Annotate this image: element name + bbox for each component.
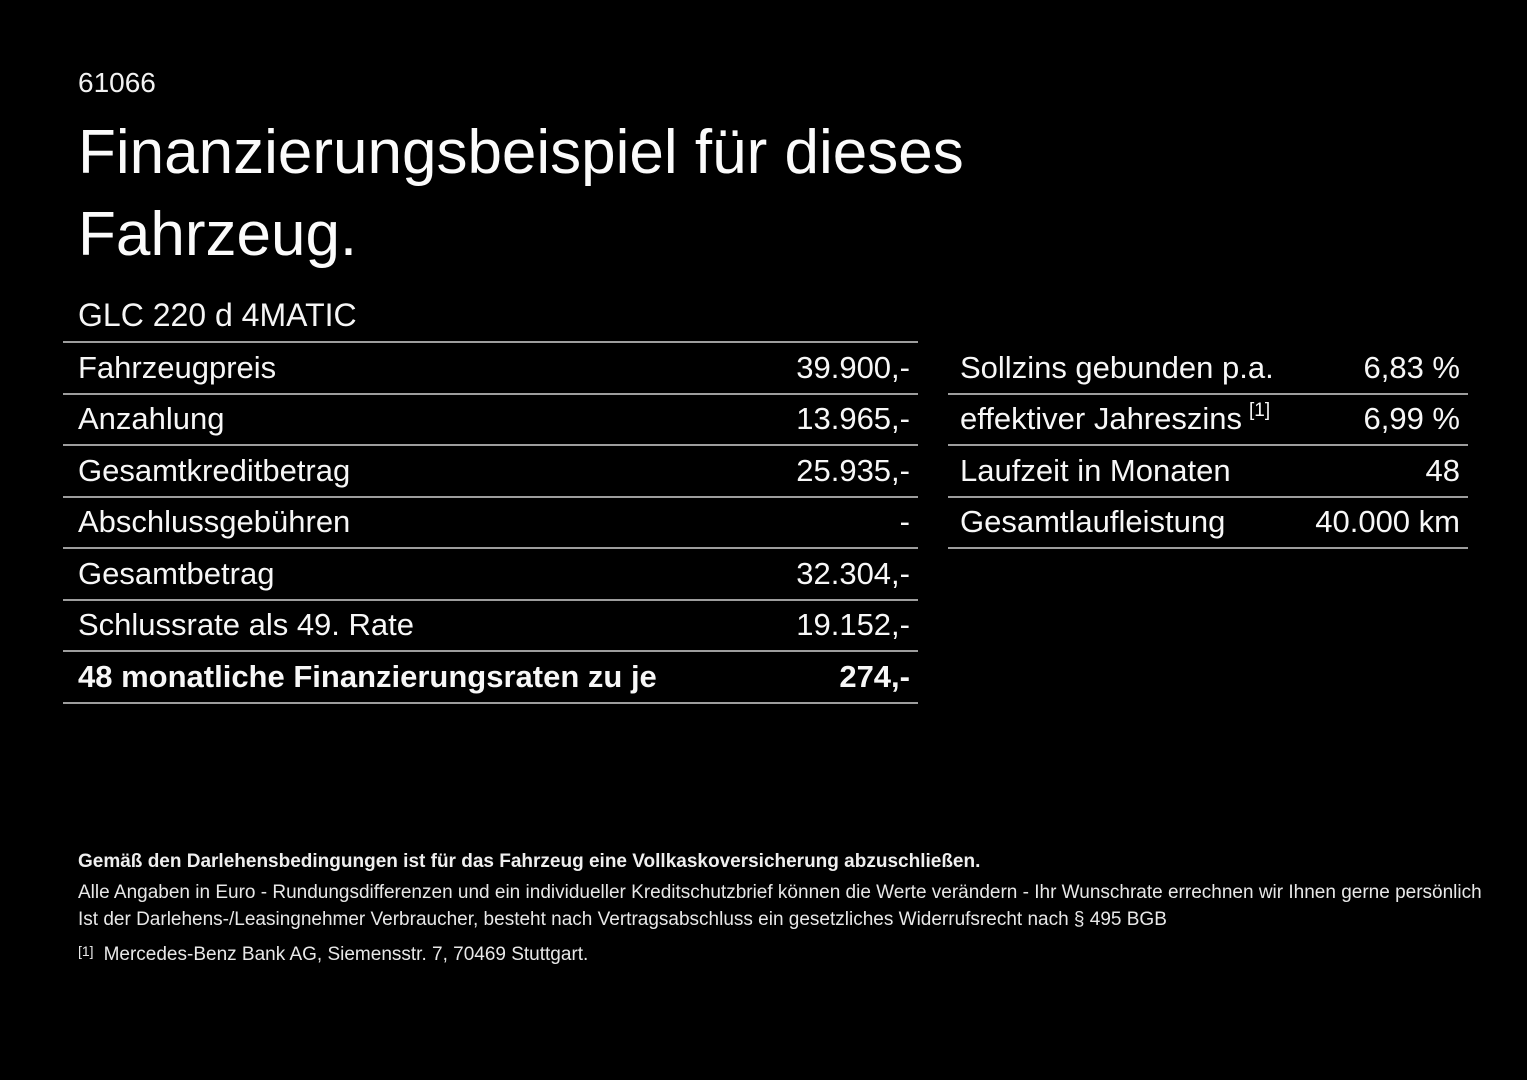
row-value: 25.935,- — [796, 452, 910, 488]
row-value: 6,99 % — [1363, 401, 1460, 437]
financing-row-gesamtkreditbetrag — [63, 446, 918, 498]
conditions-row-gesamtlaufleistung — [948, 498, 1468, 550]
row-label: Abschlussgebühren — [78, 504, 351, 540]
footnote — [78, 942, 588, 968]
row-value: 19.152,- — [796, 607, 910, 643]
row-value: 6,83 % — [1363, 349, 1460, 385]
footnote-marker: [1] — [78, 943, 94, 959]
footnote-reference-marker: [1] — [1249, 400, 1271, 422]
row-label: Sollzins gebunden p.a. — [960, 349, 1274, 385]
financing-row-abschlussgebuehren — [63, 498, 918, 550]
row-value: 48 — [1425, 452, 1460, 488]
conditions-row-sollzins — [948, 343, 1468, 395]
financing-row-monatsrate — [63, 652, 918, 704]
conditions-table — [948, 343, 1468, 549]
row-label: Fahrzeugpreis — [78, 349, 277, 385]
financing-row-gesamtbetrag — [63, 549, 918, 601]
row-label: Anzahlung — [78, 401, 225, 437]
insurance-note: Gemäß den Darlehensbedingungen ist für das Fahrzeug eine Vollkaskoversicherung abzuschließen. — [78, 851, 981, 872]
page-title-line1: Finanzierungsbeispiel für dieses — [78, 118, 964, 187]
row-label — [960, 401, 1270, 437]
financing-row-fahrzeugpreis — [63, 343, 918, 395]
row-label: Gesamtbetrag — [78, 555, 275, 591]
financing-table — [63, 341, 918, 704]
row-label-text: effektiver Jahreszins — [960, 401, 1242, 437]
row-label: Schlussrate als 49. Rate — [78, 607, 415, 643]
row-value: - — [899, 504, 910, 540]
row-label: 48 monatliche Finanzierungsraten zu je — [78, 658, 657, 694]
page-title-line2: Fahrzeug. — [78, 200, 358, 269]
row-label: Gesamtkreditbetrag — [78, 452, 351, 488]
financing-row-schlussrate — [63, 601, 918, 653]
row-value: 13.965,- — [796, 401, 910, 437]
conditions-row-effektiver-jahreszins — [948, 395, 1468, 447]
doc-number: 61066 — [78, 67, 156, 98]
disclaimer-line1: Alle Angaben in Euro - Rundungsdifferenzen und ein individueller Kreditschutzbrief können die Werte verändern - Ihr Wunschrate errechnen wir Ihnen gerne persönlich — [78, 882, 1482, 903]
disclaimer-line2: Ist der Darlehens-/Leasingnehmer Verbraucher, besteht nach Vertragsabschluss ein gesetzliches Widerrufsrecht nach § 495 BGB — [78, 909, 1167, 930]
row-value: 274,- — [839, 658, 910, 694]
row-label: Laufzeit in Monaten — [960, 452, 1231, 488]
row-value: 32.304,- — [796, 555, 910, 591]
page-title — [78, 112, 964, 276]
row-value: 40.000 km — [1315, 504, 1460, 540]
row-value: 39.900,- — [796, 349, 910, 385]
financing-row-anzahlung — [63, 395, 918, 447]
vehicle-model: GLC 220 d 4MATIC — [78, 297, 357, 333]
row-label: Gesamtlaufleistung — [960, 504, 1226, 540]
footnote-text: Mercedes-Benz Bank AG, Siemensstr. 7, 70469 Stuttgart. — [103, 944, 589, 965]
conditions-row-laufzeit — [948, 446, 1468, 498]
